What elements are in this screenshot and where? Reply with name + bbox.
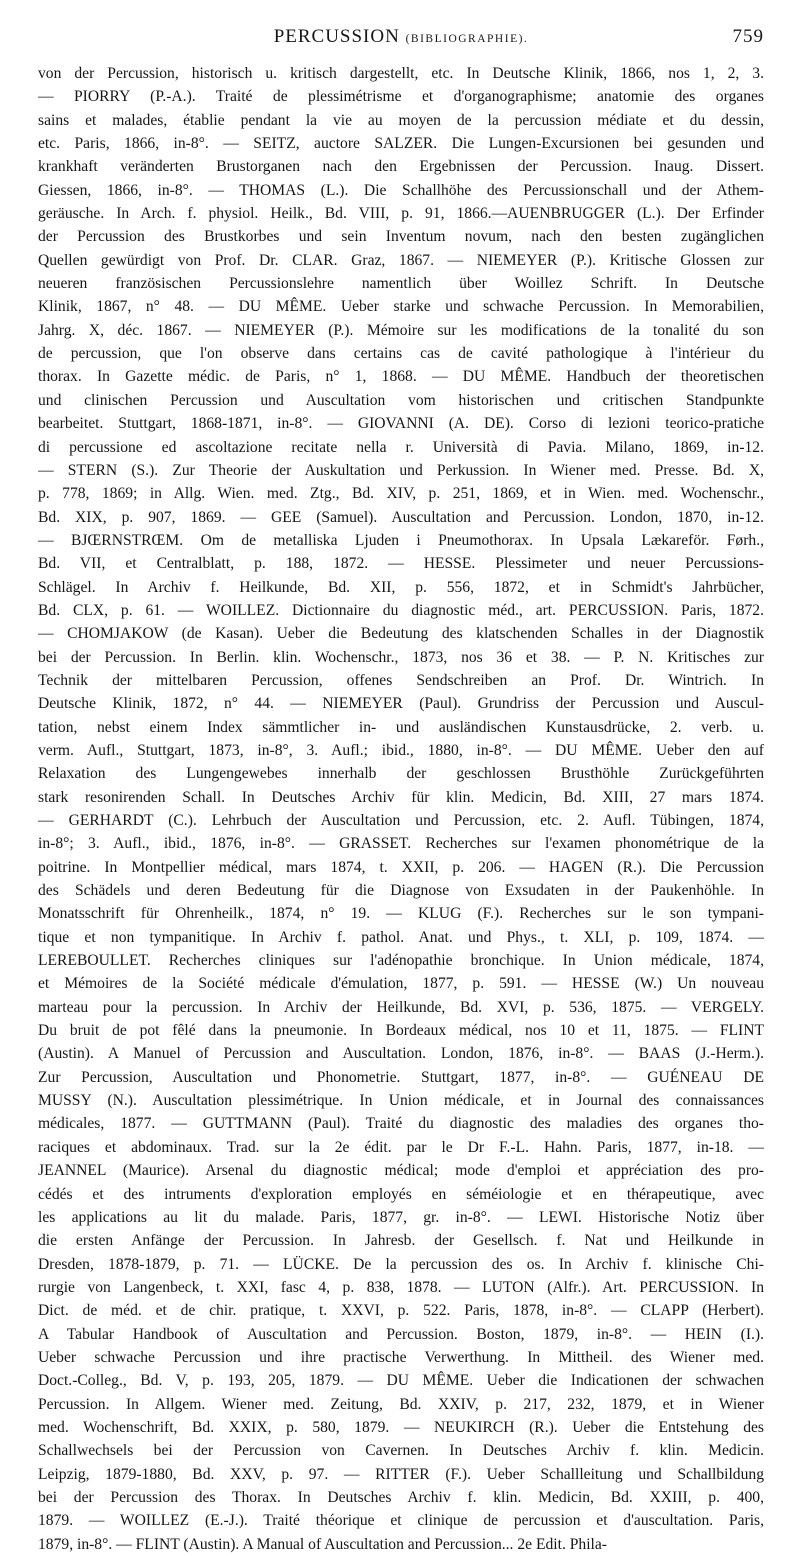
text-line: die ersten Anfänge der Percussion. In Jahresb. der Gesellsch. f. Nat und Heilkunde in <box>38 1232 764 1250</box>
text-line: Du bruit de pot fêlé dans la pneumonie. In Bordeaux médical, nos 10 et 11, 1875. — FLINT <box>38 1022 764 1040</box>
text-line: Monatsschrift für Ohrenheilk., 1874, n° 19. — KLUG (F.). Recherches sur le son tympani- <box>38 905 764 923</box>
text-line: — CHOMJAKOW (de Kasan). Ueber die Bedeutung des klatschenden Schalles in der Diagnostik <box>38 625 764 643</box>
text-line: tation, nebst einem Index sämmtlicher in- und ausländischen Kunstausdrücke, 2. verb. u. <box>38 718 764 736</box>
text-line: raciques et abdominaux. Trad. sur la 2e édit. par le Dr F.-L. Hahn. Paris, 1877, in-18. — <box>38 1138 764 1156</box>
text-line: MUSSY (N.). Auscultation plessimétrique. In Union médicale, et in Journal des connaissances <box>38 1092 764 1110</box>
text-line: Doct.-Colleg., Bd. V, p. 193, 205, 1879. — DU MÊME. Ueber die Indicationen der schwachen <box>38 1372 764 1390</box>
text-line: di percussione ed ascoltazione recitate nella r. Università di Pavia. Milano, 1869, in-12. <box>38 438 764 456</box>
text-line: geräusche. In Arch. f. physiol. Heilk., Bd. VIII, p. 91, 1866.—AUENBRUGGER (L.). Der Erfinder <box>38 205 764 223</box>
text-line: in-8°; 3. Aufl., ibid., 1876, in-8°. — GRASSET. Recherches sur l'examen phonométrique de la <box>38 835 764 853</box>
text-line: Leipzig, 1879-1880, Bd. XXV, p. 97. — RITTER (F.). Ueber Schallleitung und Schallbildung <box>38 1465 764 1483</box>
text-line: 1879. — WOILLEZ (E.-J.). Traité théorique et clinique de percussion et d'auscultation. Paris, <box>38 1512 764 1530</box>
text-line: et Mémoires de la Société médicale d'émulation, 1877, p. 591. — HESSE (W.) Un nouveau <box>38 975 764 993</box>
text-line: — STERN (S.). Zur Theorie der Auskultation und Perkussion. In Wiener med. Presse. Bd. X, <box>38 461 764 479</box>
text-line: Schallwechsels bei der Percussion von Cavernen. In Deutsches Archiv f. klin. Medicin. <box>38 1442 764 1460</box>
text-line: etc. Paris, 1866, in-8°. — SEITZ, auctore SALZER. Die Lungen-Excursionen bei gesunden und <box>38 135 764 153</box>
text-line: Jahrg. X, déc. 1867. — NIEMEYER (P.). Mémoire sur les modifications de la tonalité du son <box>38 321 764 339</box>
text-line: LEREBOULLET. Recherches cliniques sur l'adénopathie bronchique. In Union médicale, 1874, <box>38 952 764 970</box>
text-line: Bd. XIX, p. 907, 1869. — GEE (Samuel). Auscultation and Percussion. London, 1870, in-12. <box>38 508 764 526</box>
text-line: bearbeitet. Stuttgart, 1868-1871, in-8°. — GIOVANNI (A. DE). Corso di lezioni teorico-pratiche <box>38 415 764 433</box>
text-line: Bd. CLX, p. 61. — WOILLEZ. Dictionnaire du diagnostic méd., art. PERCUSSION. Paris, 1872. <box>38 601 764 619</box>
text-line: Relaxation des Lungengewebes innerhalb der geschlossen Brusthöhle Zurückgeführten <box>38 765 764 783</box>
bibliography-text <box>38 62 764 1556</box>
text-line: cédés et des intruments d'exploration employés en séméiologie et en thérapeutique, avec <box>38 1185 764 1203</box>
text-line: von der Percussion, historisch u. kritisch dargestellt, etc. In Deutsche Klinik, 1866, nos 1, 2, 3. <box>38 65 764 82</box>
section-title: PERCUSSION <box>273 26 400 47</box>
text-line: (Austin). A Manuel of Percussion and Auscultation. London, 1876, in-8°. — BAAS (J.-Herm.). <box>38 1045 764 1063</box>
text-line: und clinischen Percussion und Auscultation vom historischen und critischen Standpunkte <box>38 391 764 409</box>
text-line: A Tabular Handbook of Auscultation and Percussion. Boston, 1879, in-8°. — HEIN (I.). <box>38 1325 764 1343</box>
text-line: 1879, in-8°. — FLINT (Austin). A Manual of Auscultation and Percussion... 2e Edit. Phila- <box>38 1535 608 1553</box>
text-line: neueren französischen Percussionslehre namentlich über Woillez Schrift. In Deutsche <box>38 275 764 293</box>
text-line: Klinik, 1867, n° 48. — DU MÊME. Ueber starke und schwache Percussion. In Memorabilien, <box>38 298 764 316</box>
text-line: médicales, 1877. — GUTTMANN (Paul). Traité du diagnostic des maladies des organes tho- <box>38 1115 764 1133</box>
text-line: Schlägel. In Archiv f. Heilkunde, Bd. XII, p. 556, 1872, et in Schmidt's Jahrbücher, <box>38 578 764 596</box>
text-line: sains et malades, établie pendant la vie au moyen de la percussion médiate et du dessin, <box>38 111 764 129</box>
text-line: Zur Percussion, Auscultation und Phonometrie. Stuttgart, 1877, in-8°. — GUÉNEAU DE <box>38 1068 764 1086</box>
text-line: Dresden, 1878-1879, p. 71. — LÜCKE. De la percussion des os. In Archiv f. klinische Chi- <box>38 1255 764 1273</box>
text-line: — BJŒRNSTRŒM. Om de metalliska Ljuden i Pneumothorax. In Upsala Lækareför. Førh., <box>38 531 764 549</box>
text-line: rurgie von Langenbeck, t. XXI, fasc 4, p. 838, 1878. — LUTON (Alfr.). Art. PERCUSSION. In <box>38 1278 764 1296</box>
text-line: Dict. de méd. et de chir. pratique, t. XXVI, p. 522. Paris, 1878, in-8°. — CLAPP (Herbert). <box>38 1302 764 1320</box>
text-line: bei der Percussion. In Berlin. klin. Wochenschr., 1873, nos 36 et 38. — P. N. Kritisches zur <box>38 648 764 666</box>
text-line: krankhaft veränderten Brustorganen nach den Ergebnissen der Percussion. Inaug. Dissert. <box>38 158 764 176</box>
text-line: stark resonirenden Schall. In Deutsches Archiv für klin. Medicin, Bd. XIII, 27 mars 1874. <box>38 788 764 806</box>
text-line: Giessen, 1866, in-8°. — THOMAS (L.). Die Schallhöhe des Percussionschall und der Athem- <box>38 181 764 199</box>
text-line: des Schädels und deren Bedeutung für die Diagnose von Exsudaten in der Paukenhöhle. In <box>38 882 764 900</box>
text-line: der Percussion des Brustkorbes und sein Inventum novum, nach den besten zugänglichen <box>38 228 764 246</box>
text-line: Technik der mittelbaren Percussion, offenes Sendschreiben an Prof. Dr. Wintrich. In <box>38 671 764 689</box>
text-line: Deutsche Klinik, 1872, n° 44. — NIEMEYER (Paul). Grundriss der Percussion und Auscul- <box>38 695 764 713</box>
text-line: Quellen gewürdigt von Prof. Dr. CLAR. Graz, 1867. — NIEMEYER (P.). Kritische Glossen zur <box>38 251 764 269</box>
text-line: Bd. VII, et Centralblatt, p. 188, 1872. — HESSE. Plessimeter und neuer Percussions- <box>38 555 764 573</box>
text-line: JEANNEL (Maurice). Arsenal du diagnostic médical; mode d'emploi et appréciation des pro- <box>38 1162 764 1180</box>
text-line: — GERHARDT (C.). Lehrbuch der Auscultation und Percussion, etc. 2. Aufl. Tübingen, 1874, <box>38 812 764 829</box>
page-number: 759 <box>732 26 764 47</box>
text-line: p. 778, 1869; in Allg. Wien. med. Ztg., Bd. XIV, p. 251, 1869, et in Wien. med. Wochenschr., <box>38 485 764 503</box>
text-line: les applications au lit du malade. Paris, 1877, gr. in-8°. — LEWI. Historische Notiz über <box>38 1208 764 1226</box>
text-line: bei der Percussion des Thorax. In Deutsches Archiv f. klin. Medicin, Bd. XXIII, p. 400, <box>38 1488 764 1506</box>
text-line: de percussion, que l'on observe dans certains cas de cavité pathologique à l'intérieur du <box>38 345 764 363</box>
text-line: Percussion. In Allgem. Wiener med. Zeitung, Bd. XXIV, p. 217, 232, 1879, et in Wiener <box>38 1395 764 1413</box>
text-line: poitrine. In Montpellier médical, mars 1874, t. XXII, p. 206. — HAGEN (R.). Die Percussion <box>38 858 764 876</box>
text-line: marteau pour la percussion. In Archiv der Heilkunde, Bd. XVI, p. 536, 1875. — VERGELY. <box>38 998 764 1016</box>
text-line: verm. Aufl., Stuttgart, 1873, in-8°, 3. Aufl.; ibid., 1880, in-8°. — DU MÊME. Ueber den auf <box>38 741 764 759</box>
section-subtitle: (BIBLIOGRAPHIE). <box>405 33 529 45</box>
running-head <box>38 26 764 56</box>
text-line: thorax. In Gazette médic. de Paris, n° 1, 1868. — DU MÊME. Handbuch der theoretischen <box>38 368 764 386</box>
text-line: tique et non tympanitique. In Archiv f. pathol. Anat. und Phys., t. XLI, p. 109, 1874. — <box>38 928 764 946</box>
text-line: med. Wochenschrift, Bd. XXIX, p. 580, 1879. — NEUKIRCH (R.). Ueber die Entstehung des <box>38 1418 764 1436</box>
text-line: Ueber schwache Percussion und ihre practische Verwerthung. In Mittheil. des Wiener med. <box>38 1348 764 1366</box>
text-line: — PIORRY (P.-A.). Traité de plessimétrisme et d'organographisme; anatomie des organes <box>38 88 764 106</box>
